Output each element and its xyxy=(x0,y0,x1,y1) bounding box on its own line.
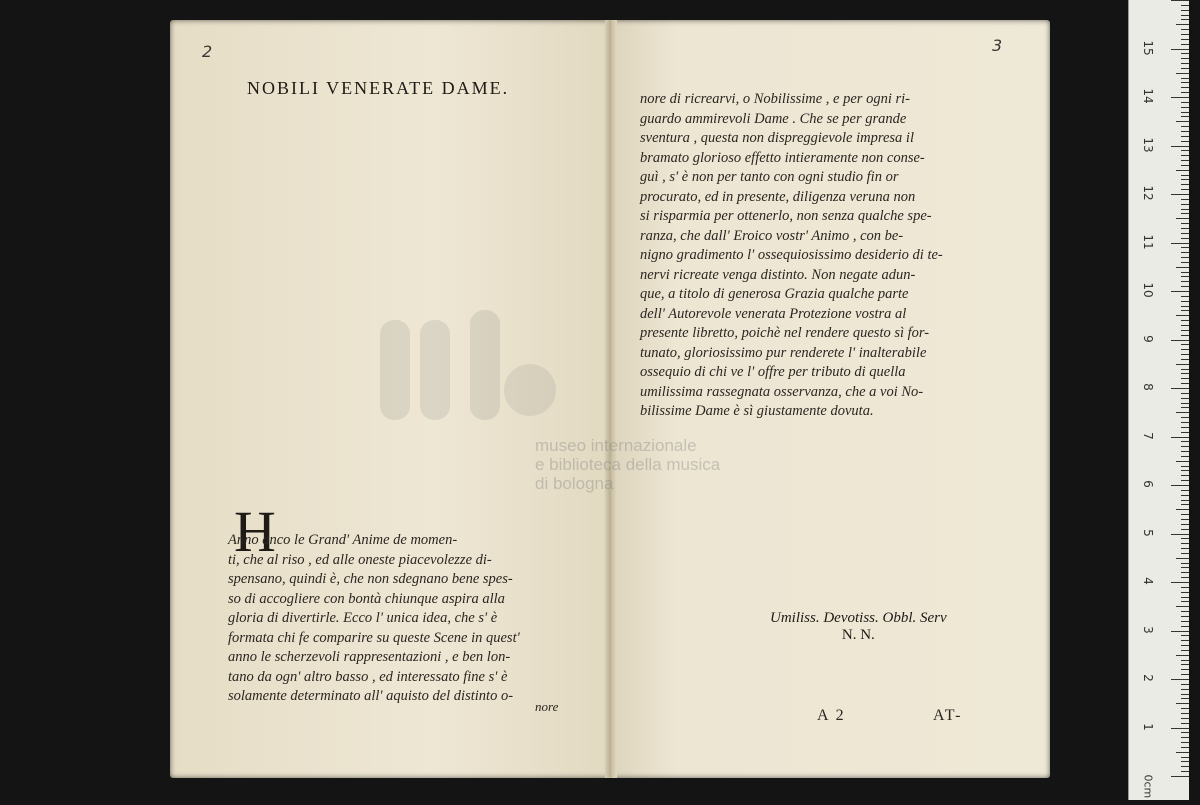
ruler-tick xyxy=(1171,388,1189,389)
ruler-tick xyxy=(1181,538,1189,539)
right-page xyxy=(610,20,1050,778)
ruler-label: 4 xyxy=(1141,577,1155,585)
ruler-tick xyxy=(1181,15,1189,16)
book-gutter xyxy=(605,20,617,778)
ruler-tick xyxy=(1181,131,1189,132)
ruler-tick xyxy=(1181,63,1189,64)
ruler-tick xyxy=(1181,529,1189,530)
ruler-tick xyxy=(1181,441,1189,442)
ruler-tick xyxy=(1181,92,1189,93)
ruler-tick xyxy=(1181,238,1189,239)
ruler-tick xyxy=(1171,534,1189,535)
ruler-tick xyxy=(1181,150,1189,151)
dedication-heading: NOBILI VENERATE DAME. xyxy=(247,78,510,98)
ruler-tick xyxy=(1181,640,1189,641)
ruler-label: 11 xyxy=(1141,233,1155,250)
watermark-line-3: di bologna xyxy=(535,474,614,493)
page-number-left: 2 xyxy=(202,42,213,61)
ruler-tick xyxy=(1171,340,1189,341)
ruler-tick xyxy=(1176,703,1189,704)
ruler-tick xyxy=(1181,281,1189,282)
ruler-tick xyxy=(1181,189,1189,190)
ruler-tick xyxy=(1181,213,1189,214)
ruler-tick xyxy=(1176,267,1189,268)
ruler-tick xyxy=(1181,87,1189,88)
ruler-tick xyxy=(1181,446,1189,447)
ruler-tick xyxy=(1181,451,1189,452)
ruler-tick xyxy=(1176,364,1189,365)
ruler-label: 7 xyxy=(1141,431,1155,440)
ruler-tick xyxy=(1181,378,1189,379)
ruler-tick xyxy=(1181,68,1189,69)
ruler-label: 3 xyxy=(1141,625,1155,634)
ruler-tick xyxy=(1171,194,1189,195)
ruler-label: 13 xyxy=(1141,136,1155,153)
ruler-tick xyxy=(1181,306,1189,307)
ruler-tick xyxy=(1181,141,1189,142)
open-book xyxy=(165,20,1055,782)
ruler-tick xyxy=(1176,509,1189,510)
ruler-tick xyxy=(1181,82,1189,83)
ruler-label: 10 xyxy=(1141,282,1155,298)
ruler-tick xyxy=(1181,257,1189,258)
signature-line: Umiliss. Devotiss. Obbl. Serv xyxy=(770,610,947,626)
measuring-ruler xyxy=(1128,0,1189,800)
watermark-logo-icon xyxy=(370,300,560,430)
ruler-tick xyxy=(1181,475,1189,476)
signature-initials: N. N. xyxy=(841,627,875,643)
ruler-tick xyxy=(1181,592,1189,593)
ruler-tick xyxy=(1176,218,1189,219)
ruler-tick xyxy=(1181,310,1189,311)
ruler-tick xyxy=(1181,160,1189,161)
ruler-tick xyxy=(1181,500,1189,501)
ruler-tick xyxy=(1181,771,1189,772)
ruler-tick xyxy=(1181,417,1189,418)
ruler-tick xyxy=(1181,228,1189,229)
watermark-line-2: e biblioteca della musica xyxy=(535,455,721,474)
ruler-tick xyxy=(1181,601,1189,602)
ruler-tick xyxy=(1176,752,1189,753)
ruler-tick xyxy=(1181,684,1189,685)
ruler-label: 9 xyxy=(1141,334,1155,343)
ruler-tick xyxy=(1181,262,1189,263)
ruler-label: 14 xyxy=(1141,88,1155,104)
ruler-tick xyxy=(1181,553,1189,554)
ruler-tick xyxy=(1181,514,1189,515)
ruler-tick xyxy=(1171,582,1189,583)
ruler-tick xyxy=(1181,694,1189,695)
watermark-line-1: museo internazionale xyxy=(535,436,697,455)
signature-mark: A 2 xyxy=(817,707,846,724)
ruler-tick xyxy=(1181,519,1189,520)
ruler-tick xyxy=(1181,621,1189,622)
ruler-tick xyxy=(1171,728,1189,729)
ruler-tick xyxy=(1181,116,1189,117)
ruler-tick xyxy=(1181,761,1189,762)
ruler-tick xyxy=(1171,679,1189,680)
ruler-tick xyxy=(1181,432,1189,433)
ruler-tick xyxy=(1181,199,1189,200)
left-body-text: Anno anco le Grand' Anime de momen- ti, che al riso , ed alle oneste piacevolezze di- spensano, quindi è, che non sdegnano bene spes- so di accogliere con bontà chiunque aspira alla gloria di divertirle. Ecco l' unica idea, che s' è formata chi fe comparire su queste Scene in quest' anno le scherzevoli rappresentazioni , e ben lon- tano da ogn' altro basso , ed interessato fine s' è solamente determinato all' aquisto del distinto o- xyxy=(228,532,520,704)
ruler-tick xyxy=(1181,737,1189,738)
ruler-tick xyxy=(1181,480,1189,481)
ruler-tick xyxy=(1171,49,1189,50)
ruler-tick xyxy=(1181,504,1189,505)
ruler-tick xyxy=(1181,301,1189,302)
ruler-tick xyxy=(1171,437,1189,438)
ruler-tick xyxy=(1181,403,1189,404)
ruler-tick xyxy=(1181,184,1189,185)
ruler-tick xyxy=(1181,126,1189,127)
ruler-tick xyxy=(1181,252,1189,253)
ruler-tick xyxy=(1181,369,1189,370)
ruler-tick xyxy=(1181,233,1189,234)
ruler-tick xyxy=(1181,407,1189,408)
ruler-tick xyxy=(1181,626,1189,627)
ruler-tick xyxy=(1176,558,1189,559)
ruler-tick xyxy=(1176,412,1189,413)
ruler-tick xyxy=(1171,97,1189,98)
ruler-tick xyxy=(1181,567,1189,568)
ruler-tick xyxy=(1181,107,1189,108)
ruler-tick xyxy=(1181,766,1189,767)
drop-cap-initial: H xyxy=(234,499,276,564)
ruler-tick xyxy=(1176,170,1189,171)
ruler-tick xyxy=(1181,359,1189,360)
ruler-tick xyxy=(1181,5,1189,6)
ruler-tick xyxy=(1181,597,1189,598)
ruler-tick xyxy=(1181,19,1189,20)
ruler-tick xyxy=(1181,58,1189,59)
ruler-tick xyxy=(1181,742,1189,743)
ruler-tick xyxy=(1181,718,1189,719)
ruler-tick xyxy=(1181,470,1189,471)
ruler-tick xyxy=(1181,427,1189,428)
ruler-tick xyxy=(1181,223,1189,224)
ruler-label: 2 xyxy=(1141,674,1155,682)
ruler-tick xyxy=(1181,572,1189,573)
ruler-tick xyxy=(1181,204,1189,205)
ruler-tick xyxy=(1181,490,1189,491)
ruler-tick xyxy=(1171,0,1189,1)
ruler-tick xyxy=(1181,383,1189,384)
watermark-text xyxy=(535,436,720,493)
ruler-tick xyxy=(1181,660,1189,661)
ruler-tick xyxy=(1181,102,1189,103)
ruler-tick xyxy=(1181,354,1189,355)
ruler-tick xyxy=(1181,165,1189,166)
ruler-tick xyxy=(1181,398,1189,399)
right-body-text: nore di ricrearvi, o Nobilissime , e per ogni ri- guardo ammirevoli Dame . Che se per grande sventura , questa non dispreggievole impresa il bramato glorioso effetto intieramente non conse- guì , s' è non per tanto con ogni studio fin or procurato, ed in presente, diligenza veruna non si risparmia per ottenerlo, non senza qualche spe- ranza, che dall' Eroico vostr' Animo , con be- nigno gradimento l' ossequiosissimo desiderio di te- nervi ricreate venga distinto. Non negate adun- que, a titolo di generosa Grazia qualche parte dell' Autorevole venerata Protezione vostra al presente libretto, poichè nel rendere questo sì for- tunato, gloriosissimo pur renderete l' inalterabile ossequio di chi ve l' offre per tributo di quella umilissima rassegnata osservanza, che a voi No- bilissime Dame è sì giustamente dovuta. xyxy=(640,91,943,419)
ruler-tick xyxy=(1181,373,1189,374)
ruler-tick xyxy=(1176,121,1189,122)
ruler-tick xyxy=(1181,645,1189,646)
ruler-tick xyxy=(1181,466,1189,467)
ruler-tick xyxy=(1181,44,1189,45)
ruler-tick xyxy=(1181,53,1189,54)
ruler-tick xyxy=(1171,243,1189,244)
ruler-tick xyxy=(1181,78,1189,79)
ruler-tick xyxy=(1176,315,1189,316)
ruler-tick xyxy=(1181,587,1189,588)
ruler-tick xyxy=(1171,631,1189,632)
ruler-tick xyxy=(1181,272,1189,273)
ruler-tick xyxy=(1176,461,1189,462)
ruler-tick xyxy=(1181,543,1189,544)
ruler-tick xyxy=(1171,146,1189,147)
ruler-tick xyxy=(1181,616,1189,617)
ruler-tick xyxy=(1181,563,1189,564)
ruler-tick xyxy=(1181,747,1189,748)
ruler-tick xyxy=(1181,344,1189,345)
ruler-tick xyxy=(1181,495,1189,496)
ruler-tick xyxy=(1181,732,1189,733)
ruler-tick xyxy=(1181,330,1189,331)
ruler-label: 6 xyxy=(1141,480,1155,488)
ruler-tick xyxy=(1181,286,1189,287)
ruler-label: 15 xyxy=(1141,39,1155,56)
ruler-tick xyxy=(1176,24,1189,25)
ruler-tick xyxy=(1181,136,1189,137)
ruler-tick xyxy=(1181,708,1189,709)
ruler-tick xyxy=(1176,73,1189,74)
ruler-label: 8 xyxy=(1141,383,1155,391)
page-number-right: 3 xyxy=(992,36,1003,55)
ruler-tick xyxy=(1181,296,1189,297)
ruler-tick xyxy=(1171,291,1189,292)
ruler-tick xyxy=(1181,650,1189,651)
ruler-tick xyxy=(1181,393,1189,394)
ruler-tick xyxy=(1181,611,1189,612)
ruler-tick xyxy=(1181,209,1189,210)
ruler-tick xyxy=(1181,698,1189,699)
ruler-tick xyxy=(1181,320,1189,321)
ruler-tick xyxy=(1181,524,1189,525)
ruler-tick xyxy=(1181,10,1189,11)
right-catchword: AT- xyxy=(933,707,963,724)
ruler-tick xyxy=(1181,669,1189,670)
ruler-tick xyxy=(1181,179,1189,180)
ruler-label: 12 xyxy=(1141,185,1155,201)
ruler-tick xyxy=(1181,713,1189,714)
left-catchword: nore xyxy=(535,699,559,714)
ruler-tick xyxy=(1171,776,1189,777)
ruler-tick xyxy=(1176,655,1189,656)
ruler-tick xyxy=(1181,422,1189,423)
ruler-label: 5 xyxy=(1141,528,1155,537)
ruler-tick xyxy=(1181,175,1189,176)
ruler-tick xyxy=(1181,29,1189,30)
ruler-tick xyxy=(1171,485,1189,486)
ruler-tick xyxy=(1181,247,1189,248)
ruler-tick xyxy=(1181,674,1189,675)
ruler-tick xyxy=(1181,325,1189,326)
ruler-tick xyxy=(1181,112,1189,113)
ruler-tick xyxy=(1181,577,1189,578)
ruler-tick xyxy=(1181,635,1189,636)
ruler-tick xyxy=(1181,349,1189,350)
ruler-tick xyxy=(1181,276,1189,277)
ruler-tick xyxy=(1176,606,1189,607)
ruler-tick xyxy=(1181,723,1189,724)
ruler-tick xyxy=(1181,39,1189,40)
ruler-label: 1 xyxy=(1141,722,1155,731)
ruler-tick xyxy=(1181,757,1189,758)
ruler-tick xyxy=(1181,664,1189,665)
ruler-tick xyxy=(1181,689,1189,690)
ruler-tick xyxy=(1181,34,1189,35)
ruler-unit-label: 0cm xyxy=(1141,774,1155,799)
ruler-tick xyxy=(1181,456,1189,457)
signature-block xyxy=(770,610,947,644)
ruler-tick xyxy=(1181,155,1189,156)
ruler-tick xyxy=(1181,335,1189,336)
ruler-tick xyxy=(1181,548,1189,549)
